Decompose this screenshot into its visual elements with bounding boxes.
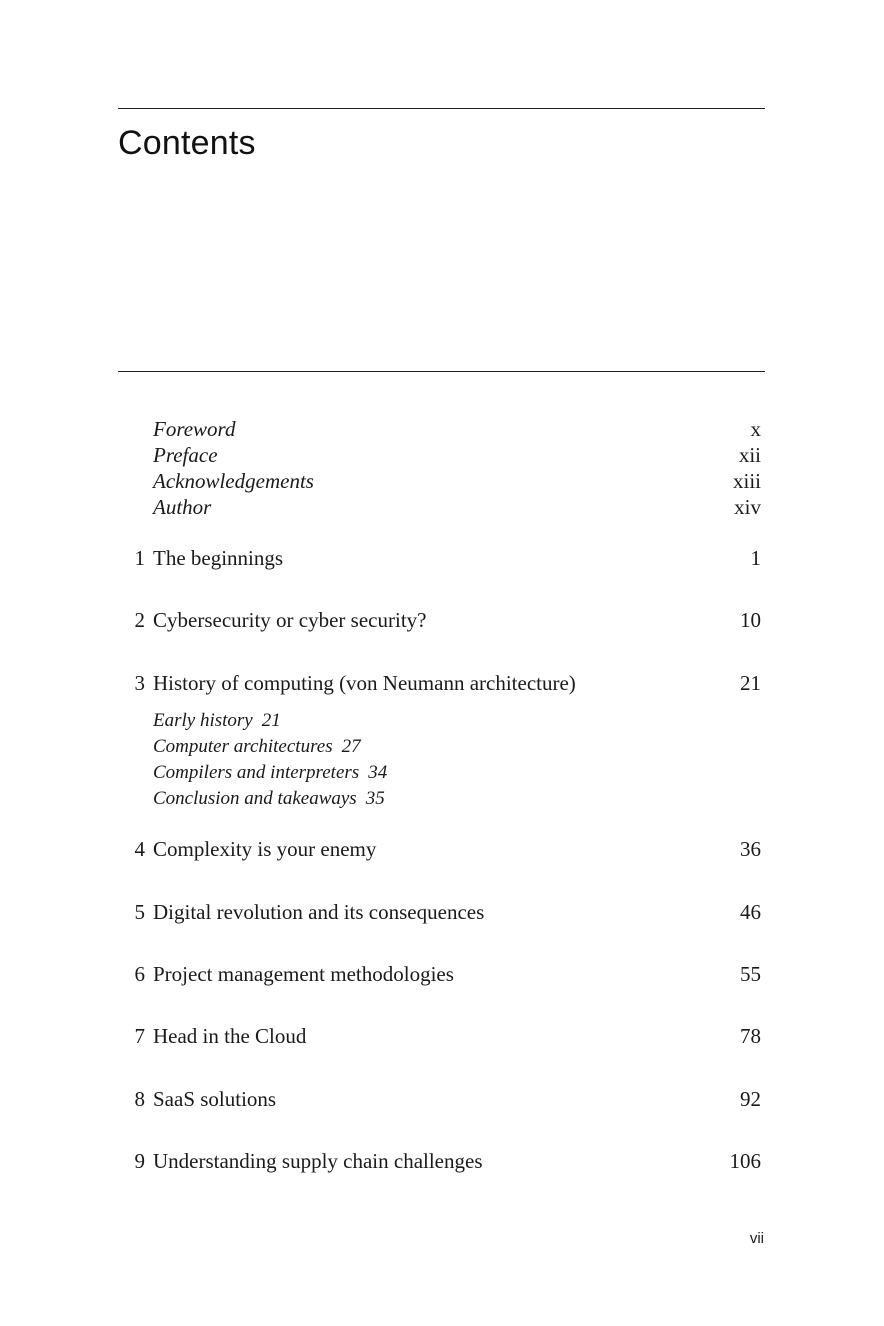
toc-entry-label: Preface [153, 443, 218, 467]
toc-chapter-entry[interactable] [118, 546, 761, 572]
toc-entry-page: x [750, 417, 761, 441]
toc-front-entry[interactable] [118, 495, 761, 521]
toc-front-entry[interactable] [118, 443, 761, 469]
section-title: Early history [153, 710, 253, 731]
chapter-title: Understanding supply chain challenges [153, 1149, 483, 1173]
toc-entry-page: xii [738, 443, 761, 467]
chapter-page: 21 [740, 671, 761, 695]
chapter-title: History of computing (von Neumann architecture) [153, 671, 576, 695]
toc-chapter-entry[interactable] [118, 900, 761, 926]
top-rule [118, 108, 765, 109]
chapter-number: 1 [134, 546, 145, 570]
toc-entry-page: xiii [732, 469, 761, 493]
toc-entry-label: Foreword [153, 417, 236, 441]
section-page: 27 [341, 736, 361, 757]
chapter-page: 106 [729, 1149, 761, 1173]
chapter-page: 1 [750, 546, 761, 570]
chapter-number: 2 [134, 608, 145, 632]
toc-entry-label: Author [153, 495, 212, 519]
chapter-title: Cybersecurity or cyber security? [153, 608, 427, 632]
chapter-number: 3 [134, 671, 145, 695]
section-title: Computer architectures [153, 736, 333, 757]
toc-front-entry[interactable] [118, 469, 761, 495]
toc-front-entry[interactable] [118, 417, 761, 443]
toc-chapter-entry[interactable] [118, 837, 761, 863]
chapter-title: Complexity is your enemy [153, 837, 377, 861]
chapter-title: Project management methodologies [153, 962, 454, 986]
chapter-page: 78 [740, 1024, 761, 1048]
section-page: 35 [365, 788, 385, 809]
chapter-page: 55 [740, 962, 761, 986]
toc-entry-label: Acknowledgements [153, 469, 314, 493]
section-title: Compilers and interpreters [153, 762, 360, 783]
toc-chapter-entry[interactable] [118, 671, 761, 697]
chapter-title: SaaS solutions [153, 1087, 277, 1111]
page-folio: vii [749, 1230, 764, 1247]
chapter-title: The beginnings [153, 546, 284, 570]
toc-section-entry[interactable] [153, 762, 387, 784]
section-page: 21 [261, 710, 281, 731]
toc-section-entry[interactable] [153, 788, 385, 810]
chapter-number: 6 [134, 962, 145, 986]
page-title: Contents [118, 124, 256, 162]
section-title: Conclusion and takeaways [153, 788, 357, 809]
chapter-number: 8 [134, 1087, 145, 1111]
chapter-number: 5 [134, 900, 145, 924]
chapter-number: 4 [134, 837, 145, 861]
toc-chapter-entry[interactable] [118, 1149, 761, 1175]
toc-chapter-entry[interactable] [118, 962, 761, 988]
chapter-number: 9 [134, 1149, 145, 1173]
chapter-title: Head in the Cloud [153, 1024, 307, 1048]
toc-section-entry[interactable] [153, 710, 281, 732]
chapter-title: Digital revolution and its consequences [153, 900, 485, 924]
chapter-page: 36 [740, 837, 761, 861]
toc-chapter-entry[interactable] [118, 1024, 761, 1050]
toc-entry-page: xiv [734, 495, 761, 519]
section-page: 34 [368, 762, 388, 783]
chapter-page: 46 [740, 900, 761, 924]
section-rule [118, 371, 765, 372]
chapter-page: 10 [740, 608, 761, 632]
toc-chapter-entry[interactable] [118, 608, 761, 634]
chapter-page: 92 [740, 1087, 761, 1111]
toc-chapter-entry[interactable] [118, 1087, 761, 1113]
chapter-number: 7 [134, 1024, 145, 1048]
toc-section-entry[interactable] [153, 736, 361, 758]
